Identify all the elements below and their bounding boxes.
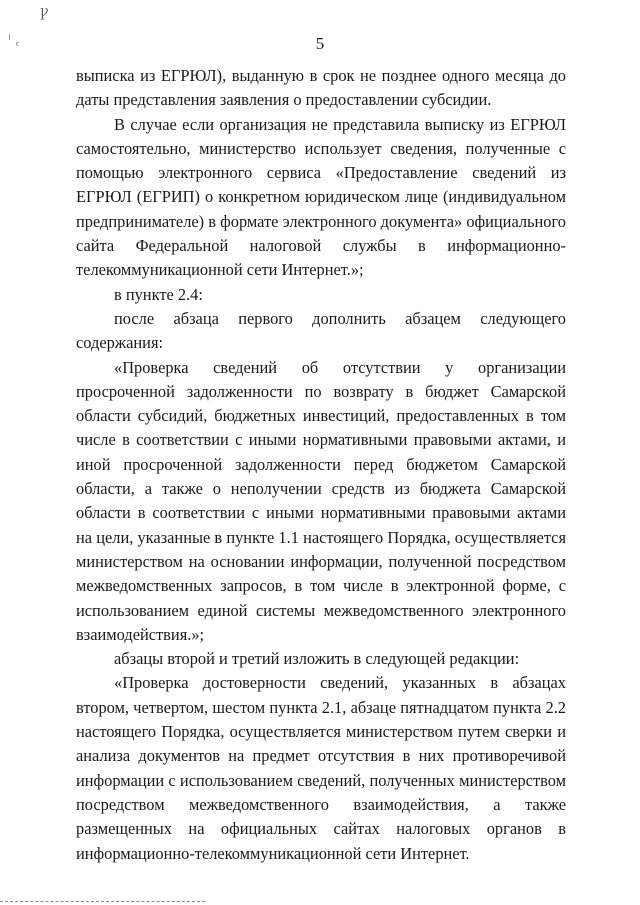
scan-artifact-line [0, 901, 205, 902]
paragraph-6: абзацы второй и третий изложить в следующей редакции: [114, 649, 520, 669]
scan-speck-left [9, 34, 10, 40]
scan-mark-top: Ꝩ [40, 6, 49, 20]
document-body [76, 64, 566, 866]
page-number: 5 [315, 34, 325, 53]
paragraph-5: «Проверка сведений об отсутствии у организации просроченной задолженности по возврату в бюджет Самарской области субсидий, бюджетных инвестиций, предоставленных в том числе в соответствии с иными нормативными правовыми актами, и иной просроченной задолженности перед бюджетом Самарской области, а также о неполучении средств из бюджета Самарской области в соответствии с иными нормативными правовыми актами на цели, указанные в пункте 1.1 настоящего Порядка, осуществляется министерством на основании информации, полученной посредством межведомственных запросов, в том числе в электронной форме, с использованием единой системы межведомственного электронного взаимодействия.»; [76, 357, 566, 644]
paragraph-7: «Проверка достоверности сведений, указанных в абзацах втором, четвертом, шестом пункта 2.1, абзаце пятнадцатом пункта 2.2 настоящего Порядка, осуществляется министерством путем сверки и анализа документов на предмет отсутствия в них противоречивой информации с использованием сведений, полученных министерством посредством межведомственного взаимодействия, а также размещенных на официальных сайтах налоговых органов в информационно-телекоммуникационной сети Интернет. [76, 673, 566, 863]
paragraph-3: в пункте 2.4: [114, 284, 203, 304]
scan-mark-left: ᵋ [16, 38, 19, 52]
paragraph-4: после абзаца первого дополнить абзацем следующего содержания: [76, 308, 566, 353]
paragraph-1: выписка из ЕГРЮЛ), выданную в срок не позднее одного месяца до даты представления заявления о предоставлении субсидии. [76, 66, 566, 110]
paragraph-2: В случае если организация не представила выписку из ЕГРЮЛ самостоятельно, министерство использует сведения, полученные с помощью электронного сервиса «Предоставление сведений из ЕГРЮЛ (ЕГРИП) о конкретном юридическом лице (индивидуальном предпринимателе) в формате электронного документа» официального сайта Федеральной налоговой службы в информационно-телекоммуникационной сети Интернет.»; [76, 114, 566, 280]
